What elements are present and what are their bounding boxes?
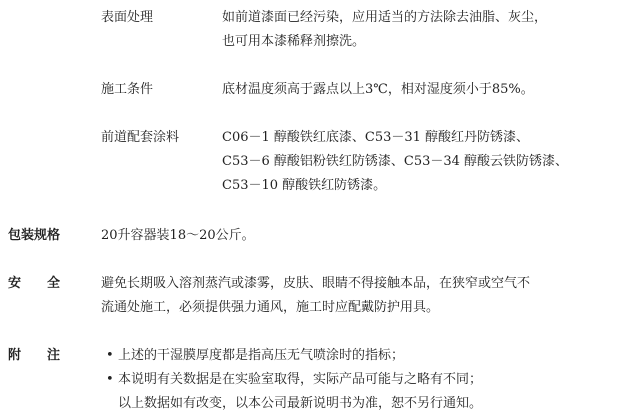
safety-text-line-1: 避免长期吸入溶剂蒸汽或漆雾，皮肤、眼睛不得接触本品，在狭窄或空气不 (101, 276, 531, 291)
application-conditions-text: 底材温度须高于露点以上3℃，相对湿度须小于85%。 (222, 82, 534, 97)
previous-coat-line-3: C53－10 醇酸铁红防锈漆。 (222, 178, 387, 193)
surface-treatment-label: 表面处理 (101, 10, 154, 25)
safety-text-line-2: 流通处施工，必须提供强力通风，施工时应配戴防护用具。 (101, 300, 440, 315)
previous-coat-line-1: C06－1 醇酸铁红底漆、C53－31 醇酸红丹防锈漆、 (222, 130, 530, 145)
notes-label: 附 注 (8, 348, 61, 363)
application-conditions-label: 施工条件 (101, 82, 154, 97)
surface-treatment-text-line-1: 如前道漆面已经污染，应用适当的方法除去油脂、灰尘， (222, 10, 548, 25)
notes-bullet-2: • (106, 372, 114, 387)
safety-label: 安 全 (8, 276, 61, 291)
packaging-text: 20升容器装18～20公斤。 (101, 228, 255, 243)
notes-text-line-1: 上述的干湿膜厚度都是指高压无气喷涂时的指标； (118, 348, 405, 363)
packaging-label: 包装规格 (8, 228, 61, 243)
previous-coat-line-2: C53－6 醇酸铝粉铁红防锈漆、C53－34 醇酸云铁防锈漆、 (222, 154, 569, 169)
notes-text-line-2: 本说明有关数据是在实验室取得，实际产品可能与之略有不同； (118, 372, 483, 387)
previous-coat-label: 前道配套涂料 (101, 130, 180, 145)
surface-treatment-text-line-2: 也可用本漆稀释剂擦洗。 (222, 34, 366, 49)
notes-bullet-1: • (106, 348, 114, 363)
notes-text-line-3: 以上数据如有改变，以本公司最新说明书为准，恕不另行通知。 (118, 396, 483, 411)
